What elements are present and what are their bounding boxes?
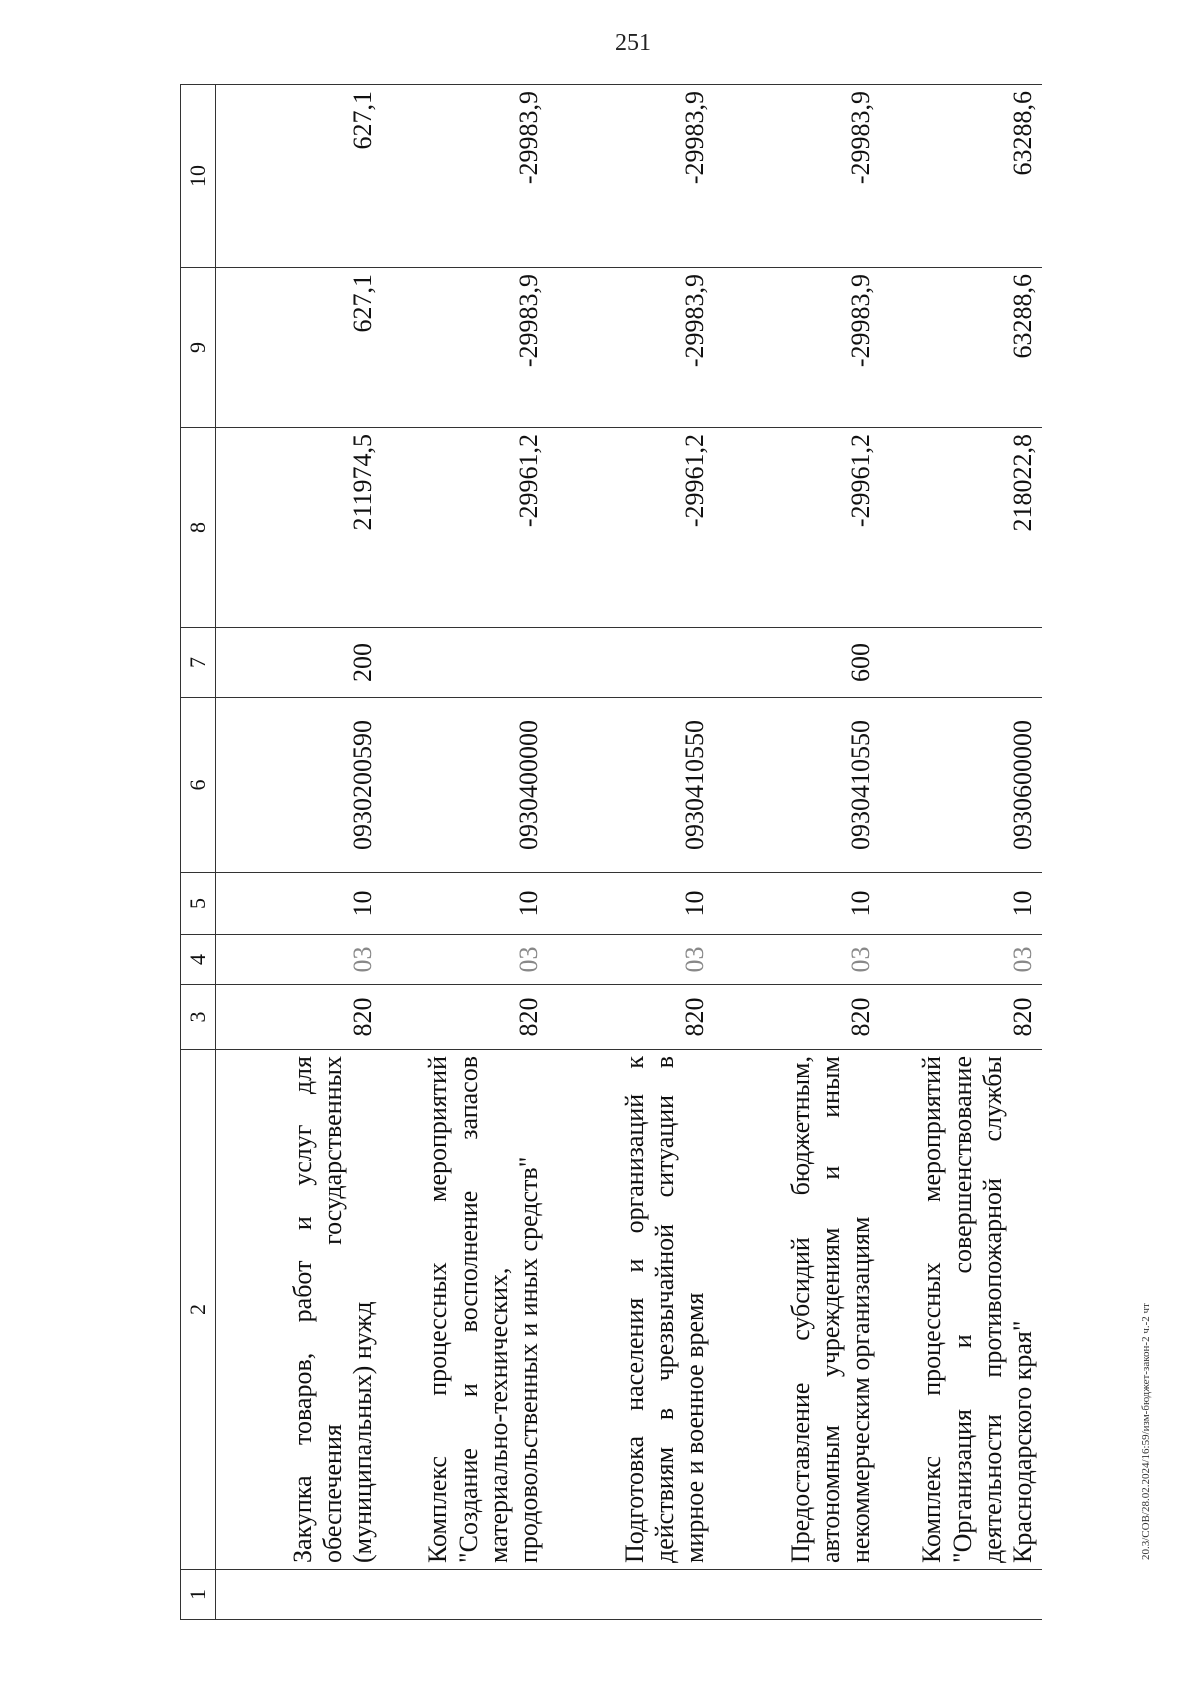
cell-col1: [216, 1570, 383, 1620]
cell-amount-col10: -29983,9: [714, 85, 880, 268]
cell-ministry: 820: [216, 985, 383, 1050]
header-cell: 6: [181, 698, 216, 873]
table-row: [548, 85, 714, 1620]
cell-amount-col9: -29983,9: [548, 268, 714, 428]
header-cell: 8: [181, 428, 216, 628]
cell-target-article: 0930410550: [548, 698, 714, 873]
page-number: 251: [615, 30, 651, 56]
table-row: [714, 85, 880, 1620]
cell-expense-type: [880, 628, 1042, 698]
cell-section: 03: [714, 935, 880, 985]
cell-section: 03: [880, 935, 1042, 985]
cell-amount-col10: -29983,9: [548, 85, 714, 268]
cell-ministry: 820: [880, 985, 1042, 1050]
budget-table: [180, 84, 1042, 1620]
cell-amount-col10: 63288,6: [880, 85, 1042, 268]
cell-amount-col8: -29961,2: [714, 428, 880, 628]
cell-target-article: 0930400000: [382, 698, 548, 873]
cell-section: 03: [382, 935, 548, 985]
cell-name: Комплекс процессных мероприятий "Создание и восполнение запасов материально-технических, продовольственных и иных средств": [382, 1050, 548, 1570]
rotated-table-container: [180, 85, 1200, 1620]
table-row: [880, 85, 1042, 1620]
cell-col1: [880, 1570, 1042, 1620]
cell-name: Подготовка населения и организаций к действиям в чрезвычайной ситуации в мирное и военное время: [548, 1050, 714, 1570]
cell-expense-type: 600: [714, 628, 880, 698]
header-row: [181, 85, 216, 1620]
cell-subsection: 10: [216, 873, 383, 935]
cell-amount-col8: -29961,2: [382, 428, 548, 628]
cell-name: Закупка товаров, работ и услуг для обеспечения государственных (муниципальных) нужд: [216, 1050, 383, 1570]
cell-ministry: 820: [382, 985, 548, 1050]
cell-subsection: 10: [880, 873, 1042, 935]
cell-amount-col9: -29983,9: [714, 268, 880, 428]
cell-target-article: 0930600000: [880, 698, 1042, 873]
cell-target-article: 0930410550: [714, 698, 880, 873]
cell-subsection: 10: [548, 873, 714, 935]
document-code: 20.3/СОВ/28.02.2024/16:59/изм-бюджет-закон-2 ч.-2 чт: [1140, 1303, 1152, 1560]
cell-col1: [382, 1570, 548, 1620]
cell-section: 03: [548, 935, 714, 985]
cell-name: Предоставление субсидий бюджетным, автономным учреждениям и иным некоммерческим организациям: [714, 1050, 880, 1570]
cell-expense-type: [382, 628, 548, 698]
cell-amount-col9: 627,1: [216, 268, 383, 428]
cell-target-article: 0930200590: [216, 698, 383, 873]
cell-amount-col9: -29983,9: [382, 268, 548, 428]
table-row: [382, 85, 548, 1620]
cell-amount-col8: -29961,2: [548, 428, 714, 628]
cell-section: 03: [216, 935, 383, 985]
cell-expense-type: [548, 628, 714, 698]
cell-subsection: 10: [714, 873, 880, 935]
cell-amount-col10: 627,1: [216, 85, 383, 268]
cell-ministry: 820: [548, 985, 714, 1050]
cell-amount-col10: -29983,9: [382, 85, 548, 268]
cell-name: Комплекс процессных мероприятий "Организация и совершенствование деятельности противопожарной службы Краснодарского края": [880, 1050, 1042, 1570]
header-cell: 5: [181, 873, 216, 935]
cell-col1: [714, 1570, 880, 1620]
cell-subsection: 10: [382, 873, 548, 935]
cell-col1: [548, 1570, 714, 1620]
cell-amount-col8: 211974,5: [216, 428, 383, 628]
header-cell: 1: [181, 1570, 216, 1620]
cell-amount-col9: 63288,6: [880, 268, 1042, 428]
header-cell: 2: [181, 1050, 216, 1570]
header-cell: 10: [181, 85, 216, 268]
cell-ministry: 820: [714, 985, 880, 1050]
header-cell: 9: [181, 268, 216, 428]
header-cell: 4: [181, 935, 216, 985]
header-cell: 3: [181, 985, 216, 1050]
header-cell: 7: [181, 628, 216, 698]
cell-amount-col8: 218022,8: [880, 428, 1042, 628]
cell-expense-type: 200: [216, 628, 383, 698]
table-row: [216, 85, 383, 1620]
